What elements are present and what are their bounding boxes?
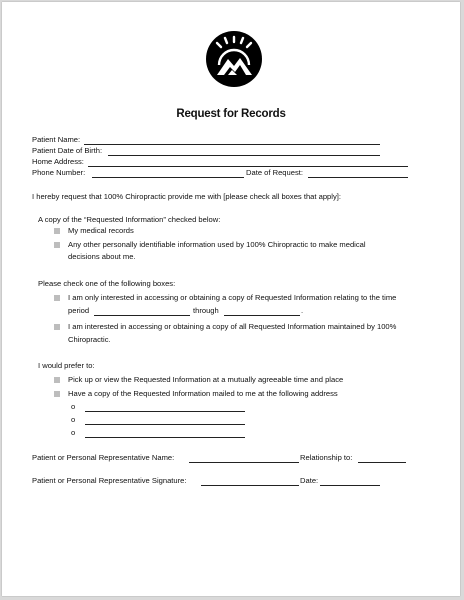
address-bullet-2: o [71, 415, 76, 424]
dob-field[interactable] [108, 155, 380, 156]
patient-name-label: Patient Name: [32, 135, 81, 144]
relationship-label: Relationship to: [300, 453, 353, 462]
relationship-field[interactable] [358, 462, 406, 463]
medical-records-checkbox[interactable] [54, 228, 60, 234]
section3-heading: I would prefer to: [38, 361, 95, 370]
signature-date-field[interactable] [320, 485, 380, 486]
period-end-field[interactable] [224, 315, 300, 316]
other-info-label-line2: decisions about me. [68, 252, 136, 261]
phone-number-label: Phone Number: [32, 168, 86, 177]
medical-records-label: My medical records [68, 226, 134, 235]
time-period-checkbox[interactable] [54, 295, 60, 301]
rep-signature-label: Patient or Personal Representative Signature: [32, 476, 187, 485]
other-info-checkbox[interactable] [54, 242, 60, 248]
section2-heading: Please check one of the following boxes: [38, 279, 176, 288]
other-info-label-line1: Any other personally identifiable information used by 100% Chiropractic to make medical [68, 240, 366, 249]
pickup-label: Pick up or view the Requested Information at a mutually agreeable time and place [68, 375, 344, 384]
intro-text: I hereby request that 100% Chiropractic provide me with [please check all boxes that apply]: [32, 192, 341, 201]
form-page [2, 2, 460, 596]
period-end-punct: . [301, 306, 304, 315]
phone-number-field[interactable] [92, 177, 244, 178]
patient-name-field[interactable] [84, 144, 380, 145]
mail-label: Have a copy of the Requested Information mailed to me at the following address [68, 389, 338, 398]
mail-address-line-3[interactable] [85, 437, 245, 438]
rep-name-field[interactable] [189, 462, 299, 463]
form-title: Request for Records [176, 108, 286, 120]
all-info-label-line1: I am interested in accessing or obtaining a copy of all Requested Information maintained by 100% [68, 322, 397, 331]
period-start-field[interactable] [94, 315, 190, 316]
period-label: period [68, 306, 90, 315]
date-of-request-label: Date of Request: [246, 168, 303, 177]
signature-date-label: Date: [300, 476, 319, 485]
through-label: through [193, 306, 219, 315]
section1-heading: A copy of the “Requested Information” checked below: [38, 215, 221, 224]
date-of-request-field[interactable] [308, 177, 408, 178]
rep-name-label: Patient or Personal Representative Name: [32, 453, 175, 462]
mail-checkbox[interactable] [54, 391, 60, 397]
all-info-checkbox[interactable] [54, 324, 60, 330]
address-bullet-3: o [71, 428, 76, 437]
address-bullet-1: o [71, 402, 76, 411]
home-address-label: Home Address: [32, 157, 84, 166]
time-period-label-line1: I am only interested in accessing or obtaining a copy of Requested Information relating to the time [68, 293, 397, 302]
mail-address-line-1[interactable] [85, 411, 245, 412]
dob-label: Patient Date of Birth: [32, 146, 103, 155]
sunrise-mountain-logo-icon [206, 31, 262, 87]
mail-address-line-2[interactable] [85, 424, 245, 425]
all-info-label-line2: Chiropractic. [68, 335, 111, 344]
rep-signature-field[interactable] [201, 485, 299, 486]
pickup-checkbox[interactable] [54, 377, 60, 383]
